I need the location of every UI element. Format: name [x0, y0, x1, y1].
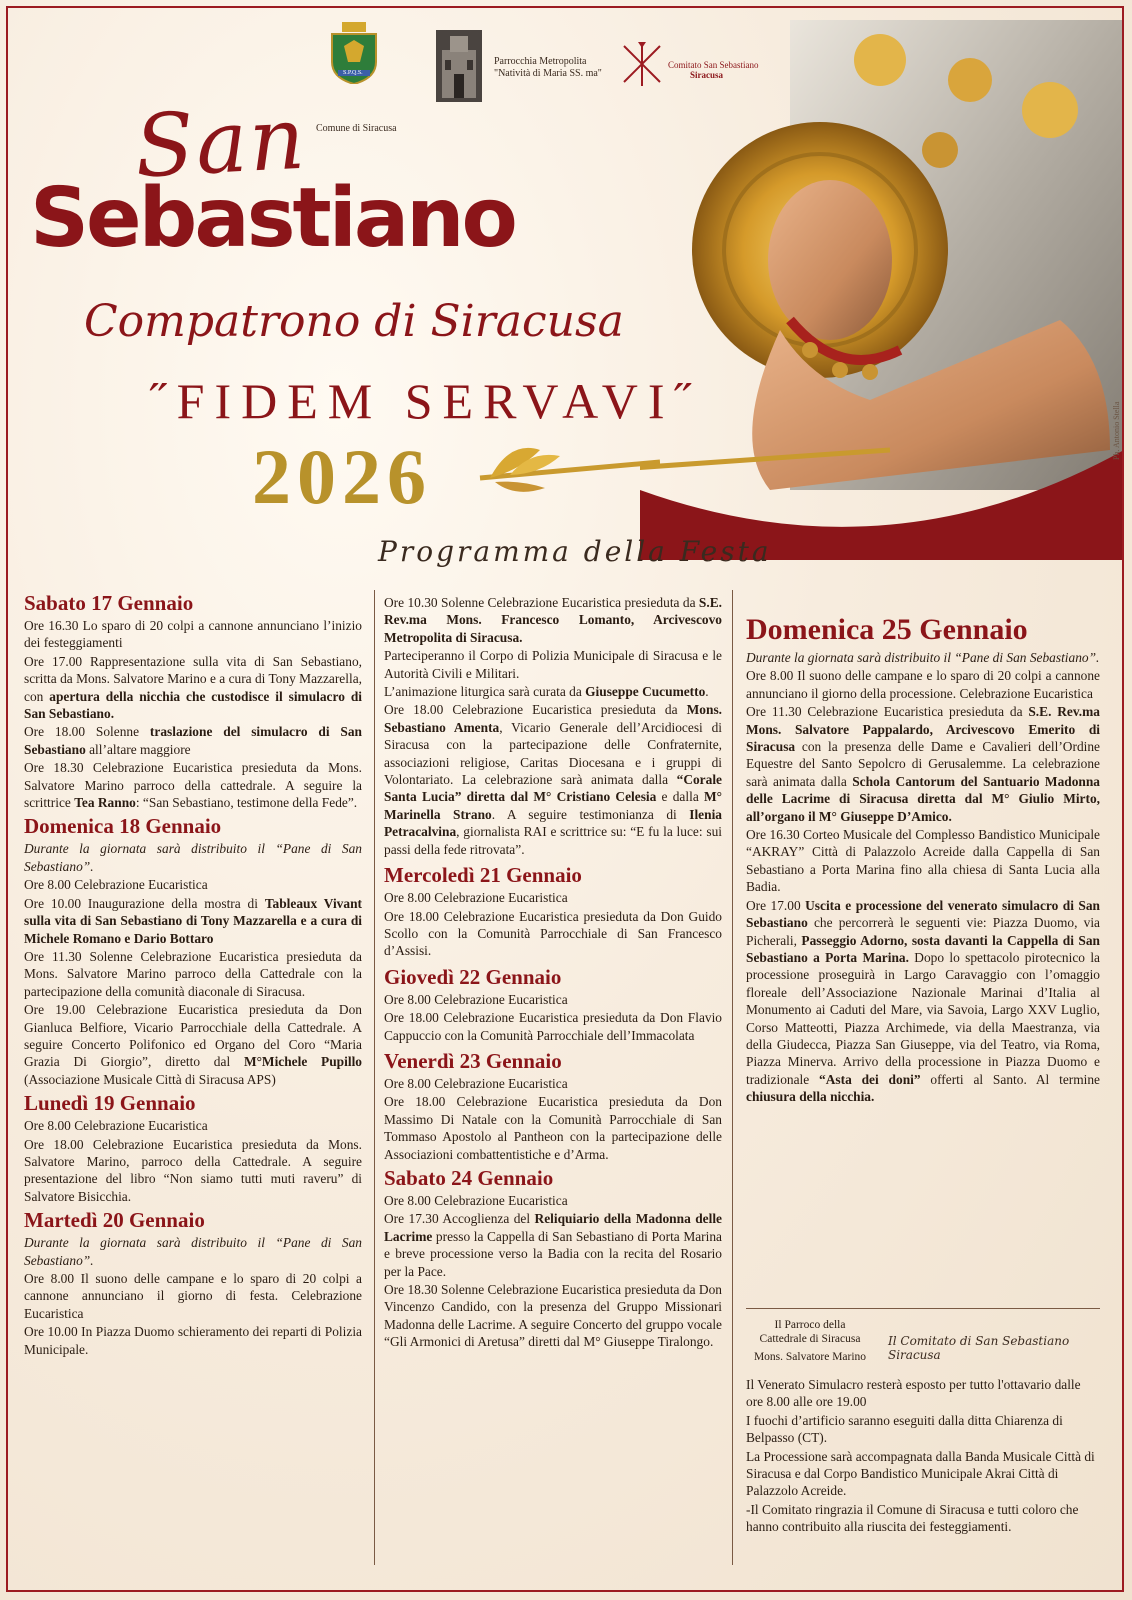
event-text: Ore 18.30 Solenne Celebrazione Eucaristica presieduta da Don Vincenzo Candido, con la presenza del Gruppo Missionari Madonna delle Lacrime. A seguire Concerto del gruppo vocale “Gli Armonici di Aretusa” diretti dal M° Giuseppe Tiralongo.	[384, 1282, 722, 1350]
event-text: Ore 18.00 Solenne traslazione del simulacro di San Sebastiano all’altare maggiore	[24, 724, 362, 757]
note-text: Il Venerato Simulacro resterà esposto per tutto l'ottavario dalle ore 8.00 alle ore 19.00	[746, 1377, 1081, 1410]
note-text: La Processione sarà accompagnata dalla Banda Musicale Città di Siracusa e dal Corpo Bandistico Municipale Akrai Città di Palazzolo Acreide.	[746, 1448, 1095, 1499]
title-motto: ˝FIDEM SERVAVI˝	[150, 373, 702, 429]
event-note: Durante la giornata sarà distribuito il “Pane di San Sebastiano”.	[24, 841, 362, 874]
event-note: Durante la giornata sarà distribuito il “Pane di San Sebastiano”.	[24, 1235, 362, 1268]
day-heading: Sabato 17 Gennaio	[24, 591, 194, 615]
page-frame	[6, 6, 1124, 1592]
event-text: Ore 11.30 Solenne Celebrazione Eucaristica presieduta da Mons. Salvatore Marino parroco della Cattedrale con la partecipazione della comunità diaconale di Siracusa.	[24, 948, 362, 999]
crest-motto: S.P.Q.S.	[343, 70, 363, 76]
event-text: Ore 17.00 Uscita e processione del venerato simulacro di San Sebastiano che percorrerà le seguenti vie: Piazza Duomo, via Picherali, Passeggio Adorno, sosta davanti la Cappella di San Sebastiano a Porta Marina. Dopo lo spettacolo pirotecnico la processione proseguirà in Largo Caravaggio con l’omaggio floreale dell’Associazione Nazionale Marinai d’Italia al Monumento ai Caduti del Mare, via Savoia, Largo XXV Luglio, Corso Matteotti, Piazza Archimede, via della Maestranza, via della Giudecca, Piazza San Giuseppe, via del Teatro, via Roma, Piazza Minerva. Arrivo della processione in Piazza Duomo e tradizionale “Asta dei doni” offerti al Santo. Al termine chiusura della nicchia.	[746, 897, 1100, 1105]
event-text: Ore 8.00 Celebrazione Eucaristica	[24, 877, 208, 893]
event-text: Ore 11.30 Celebrazione Eucaristica presieduta da S.E. Rev.ma Mons. Salvatore Pappalardo, Arcivescovo Emerito di Siracusa con la presenza delle Dame e Cavalieri dell’Ordine Equestre del Santo Sepolcro di Gerusalemme. La celebrazione sarà animata dalla Schola Cantorum del Santuario Madonna delle Lacrime di Siracusa diretta dal M° Giulio Mirto, all’organo il M° Giuseppe D’Amico.	[746, 704, 1100, 824]
event-text: Ore 17.00 Rappresentazione sulla vita di San Sebastiano, scritta da Mons. Salvatore Marino e a cura di Tony Mazzarella, con apertura della nicchia che custodisce il simulacro di San Sebastiano.	[24, 653, 362, 722]
day-heading: Giovedì 22 Gennaio	[384, 964, 562, 989]
event-text: Ore 8.00 Celebrazione Eucaristica	[384, 1192, 568, 1208]
event-note: Durante la giornata sarà distribuito il “Pane di San Sebastiano”.	[746, 650, 1100, 665]
title-sebastiano: Sebastiano	[30, 171, 515, 266]
parrocchia-line1: Parrocchia Metropolita	[494, 56, 587, 67]
event-text: Ore 8.00 Celebrazione Eucaristica	[384, 890, 568, 906]
event-text: Ore 16.30 Corteo Musicale del Complesso Bandistico Municipale “AKRAY” Città di Palazzolo Acreide dalla Cappella di San Sebastiano a Porta Marina fino alla chiesa di Santa Lucia alla Badia.	[746, 827, 1100, 895]
event-text: Ore 8.00 Celebrazione Eucaristica	[384, 991, 568, 1007]
event-text: Ore 8.00 Il suono delle campane e lo sparo di 20 colpi a cannone annunciano il giorno della processione. Celebrazione Eucaristica	[746, 668, 1100, 701]
event-text: Ore 18.00 Celebrazione Eucaristica presieduta da Mons. Sebastiano Amenta, Vicario Generale dell’Arcidiocesi di Siracusa con la partecipazione delle Confraternite, associazioni religiose, Caritas Diocesana e i gruppi di Volontariato. La celebrazione sarà animata dalla “Corale Santa Lucia” diretta dal M° Cristiano Celesia e dalla M° Marinella Strano. A seguire testimonianza di Ilenia Petracalvina, giornalista RAI e scrittrice su: “E fu la luce: sui passi della fede ritrovata”.	[384, 702, 722, 857]
day-heading: Mercoledì 21 Gennaio	[384, 863, 582, 888]
event-text: Ore 19.00 Celebrazione Eucaristica presieduta da Don Gianluca Belfiore, Vicario Parrocchiale della Cattedrale. A seguire Concerto Polifonico ed Organo del Coro “Maria Grazia Di Giorgio”, diretto dal M°Michele Pupillo (Associazione Musicale Città di Siracusa APS)	[24, 1002, 362, 1087]
day-heading: Venerdì 23 Gennaio	[384, 1048, 562, 1073]
comitato-line2: Siracusa	[690, 70, 724, 80]
sig-line: Il Parroco della	[774, 1319, 846, 1331]
day-heading: Sabato 24 Gennaio	[384, 1165, 554, 1190]
photo-credit: Ph. Antonio Stella	[1112, 401, 1121, 460]
sig-line: Mons. Salvatore Marino	[753, 1351, 867, 1363]
event-text: Ore 10.00 Inaugurazione della mostra di Tableaux Vivant sulla vita di San Sebastiano di Tony Mazzarella e a cura di Michele Romano e Dario Bottaro	[24, 895, 362, 946]
event-text: Parteciperanno il Corpo di Polizia Municipale di Siracusa e le Autorità Civili e Militari.	[384, 648, 722, 681]
note-text: -Il Comitato ringrazia il Comune di Siracusa e tutti coloro che hanno contribuito alla riuscita dei festeggiamenti.	[746, 1501, 1079, 1535]
event-text: Ore 10.00 In Piazza Duomo schieramento dei reparti di Polizia Municipale.	[24, 1324, 362, 1357]
note-text: I fuochi d’artificio saranno eseguiti dalla ditta Chiarenza di Belpasso (CT).	[746, 1412, 1063, 1446]
event-text: Ore 18.00 Celebrazione Eucaristica presieduta da Don Guido Scollo con la Comunità Parrocchiale di San Francesco d’Assisi.	[384, 908, 722, 959]
day-heading: Lunedì 19 Gennaio	[24, 1091, 196, 1116]
title-compatrono: Compatrono di Siracusa	[84, 296, 624, 347]
event-text: Ore 18.00 Celebrazione Eucaristica presieduta da Don Flavio Cappuccio con la Comunità Parrocchiale dell’Immacolata	[384, 1010, 722, 1043]
event-text: Ore 8.00 Il suono delle campane e lo sparo di 20 colpi a cannone annunciano il giorno di festa. Celebrazione Eucaristica	[24, 1271, 362, 1321]
day-heading: Domenica 18 Gennaio	[24, 814, 222, 839]
event-text: Ore 18.00 Celebrazione Eucaristica presieduta da Mons. Salvatore Marino, parroco della Cattedrale. A seguire presentazione del libro “Non siamo tutti muti raveru” di Salvatore Bisicchia.	[24, 1136, 362, 1204]
parrocchia-line2: "Natività di Maria SS. ma"	[494, 68, 602, 79]
programma-heading: Programma della Festa	[378, 535, 772, 568]
title-san: San	[132, 88, 310, 198]
sig-line: Cattedrale di Siracusa	[759, 1333, 861, 1345]
title-year: 2026	[252, 433, 432, 520]
event-text: Ore 8.00 Celebrazione Eucaristica	[384, 1075, 568, 1091]
event-text: Ore 18.30 Celebrazione Eucaristica presieduta da Mons. Salvatore Marino parroco della cattedrale. A seguire la scrittrice Tea Ranno: “San Sebastiano, testimone della Fede”.	[24, 760, 362, 811]
signature-comitato: Il Comitato di San Sebastiano Siracusa	[888, 1334, 1070, 1362]
day-heading: Domenica 25 Gennaio	[746, 613, 1028, 646]
event-text: Ore 16.30 Lo sparo di 20 colpi a cannone annunciano l’inizio dei festeggiamenti	[24, 618, 362, 651]
comitato-line1: Comitato San Sebastiano	[668, 60, 759, 70]
comune-label: Comune di Siracusa	[316, 123, 397, 134]
event-text: L’animazione liturgica sarà curata da Giuseppe Cucumetto.	[384, 684, 709, 700]
event-text: Ore 18.00 Celebrazione Eucaristica presieduta da Don Massimo Di Natale con la Comunità Parrocchiale di San Tommaso Apostolo al Pantheon con la partecipazione delle Associazioni combattentistiche e d’Arma.	[384, 1094, 722, 1162]
event-text: Ore 8.00 Celebrazione Eucaristica	[24, 1118, 208, 1134]
day-heading: Martedì 20 Gennaio	[24, 1208, 205, 1233]
event-text: Ore 17.30 Accoglienza del Reliquiario della Madonna delle Lacrime presso la Cappella di San Sebastiano di Porta Marina e breve processione verso la Badia con la recita del Rosario per la Pace.	[384, 1211, 722, 1279]
event-text: Ore 10.30 Solenne Celebrazione Eucaristica presieduta da S.E. Rev.ma Mons. Francesco Lomanto, Arcivescovo Metropolita di Siracusa.	[384, 595, 722, 645]
